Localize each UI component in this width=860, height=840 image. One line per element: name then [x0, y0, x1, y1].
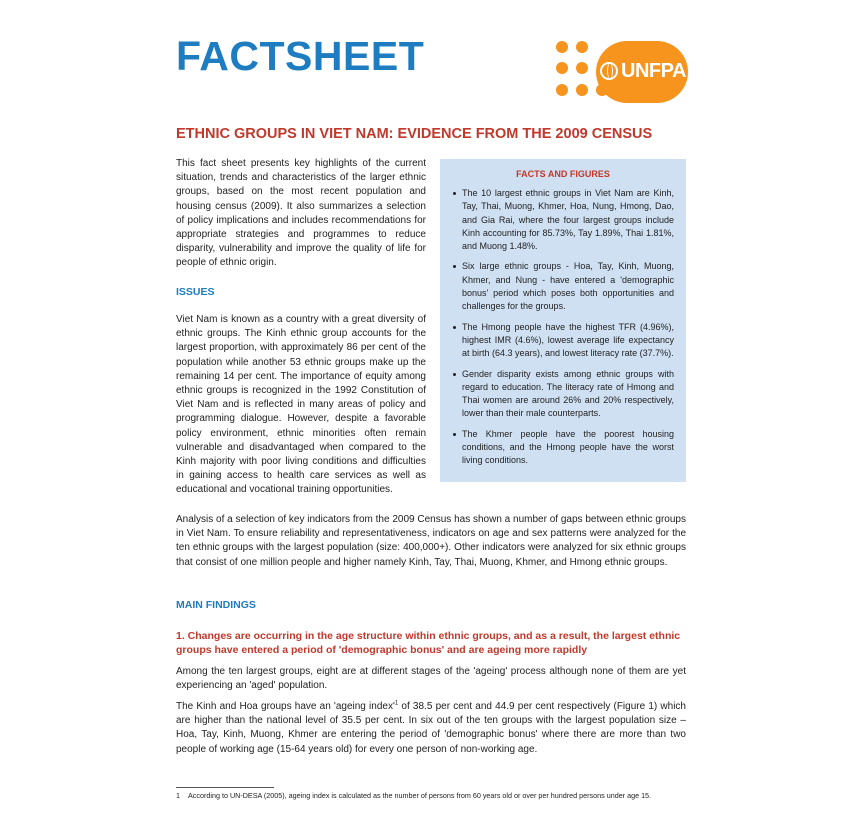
facts-item: The 10 largest ethnic groups in Viet Nam are Kinh, Tay, Thai, Muong, Khmer, Hoa, Nung, Hmong, Dao, and Gia Rai, where the four largest groups include Kinh accounting for 85.73%, Tay 1.89%, Thai 1.81%, and Muong 1.48%. — [462, 187, 674, 253]
issues-paragraph: Viet Nam is known as a country with a great diversity of ethnic groups. The Kinh ethnic group accounts for the largest proportion, with approximately 86 per cent of the population while another 53 ethnic groups make up the remaining 14 per cent. The importance of equity among ethnic groups is recognized in the 1992 Constitution of Viet Nam and is reflected in many areas of policy and programming dialogue. However, despite a favorable policy environment, ethnic minorities often remain vulnerable and disadvantaged when compared to the Kinh majority with poor living conditions and difficulties in gaining access to health care services as well as educational and vocational training opportunities. — [176, 314, 426, 496]
left-column — [176, 157, 426, 271]
footnote-reference: 1 — [394, 700, 399, 707]
logo-dot — [576, 62, 588, 74]
un-globe-icon — [600, 62, 618, 80]
facts-item: The Khmer people have the poorest housing conditions, and the Hmong people have the worst living conditions. — [462, 428, 674, 468]
para2-text-end: of 38.5 per cent and 44.9 per cent respectively (Figure 1) which are higher than the national level of 35.5 per cent. In six out of the ten groups with the largest population size – Hoa, Tay, Kinh, Muong, Khmer are entering the period of 'demographic bonus' where there are more than two people of working age (15-64 years old) for every one person of non-working age. — [176, 701, 686, 755]
main-findings-heading: MAIN FINDINGS — [176, 599, 256, 611]
logo-dot — [556, 62, 568, 74]
logo-dot — [576, 84, 588, 96]
facts-item: Six large ethnic groups - Hoa, Tay, Kinh, Muong, Khmer, and Nung - have entered a 'demographic bonus' period which poses both opportunities and challenges for the groups. — [462, 260, 674, 313]
facts-item: The Hmong people have the highest TFR (4.96%), highest IMR (4.6%), lowest average life expectancy at birth (64.3 years), and lowest literacy rate (37.7%). — [462, 321, 674, 361]
footnote-divider — [176, 787, 274, 788]
footnote-text: According to UN-DESA (2005), ageing index is calculated as the number of persons from 60 years old or over per hundred persons under age 15. — [188, 791, 652, 800]
page-title: FACTSHEET — [176, 33, 425, 79]
issues-heading: ISSUES — [176, 286, 215, 298]
footnote-number: 1 — [176, 791, 180, 800]
analysis-paragraph: Analysis of a selection of key indicators from the 2009 Census has shown a number of gaps between ethnic groups in Viet Nam. To ensure reliability and representativeness, indicators on age and sex patterns were analyzed for the ten ethnic groups with the largest population (size: 400,000+). Other indicators were analyzed for six ethnic groups that consist of one million people and higher namely Kinh, Tay, Thai, Muong, Khmer, and Hmong ethnic groups. — [176, 514, 686, 568]
logo-text: UNFPA — [621, 60, 686, 82]
logo-dot — [556, 84, 568, 96]
intro-paragraph: This fact sheet presents key highlights of the current situation, trends and characteristics of the larger ethnic groups, based on the most recent population and housing census (2009). It also summarizes a selection of policy implications and includes recommendations for appropriate strategies and programmes to reduce disparity, vulnerability and improve the quality of life for people of ethnic origin. — [176, 158, 426, 269]
facts-heading: FACTS AND FIGURES — [516, 169, 610, 179]
logo-dot — [556, 41, 568, 53]
facts-item: Gender disparity exists among ethnic groups with regard to education. The literacy rate of Hmong and Thai women are around 26% and 20% respectively, lower than their male counterparts. — [462, 368, 674, 421]
facts-list — [452, 187, 674, 468]
finding-1-paragraph-2 — [176, 700, 686, 757]
finding-1-paragraph-1: Among the ten largest groups, eight are at different stages of the 'ageing' process although none of them are yet experiencing an 'aged' population. — [176, 666, 686, 692]
finding-1-heading: 1. Changes are occurring in the age structure within ethnic groups, and as a result, the largest ethnic groups have entered a period of 'demographic bonus' and are ageing more rapidly — [176, 630, 681, 656]
facts-box — [440, 159, 686, 482]
para2-text-start: The Kinh and Hoa groups have an 'ageing index' — [176, 701, 395, 712]
logo-dot — [576, 41, 588, 53]
page-subtitle: ETHNIC GROUPS IN VIET NAM: EVIDENCE FROM THE 2009 CENSUS — [176, 126, 653, 142]
footnote — [176, 791, 696, 801]
